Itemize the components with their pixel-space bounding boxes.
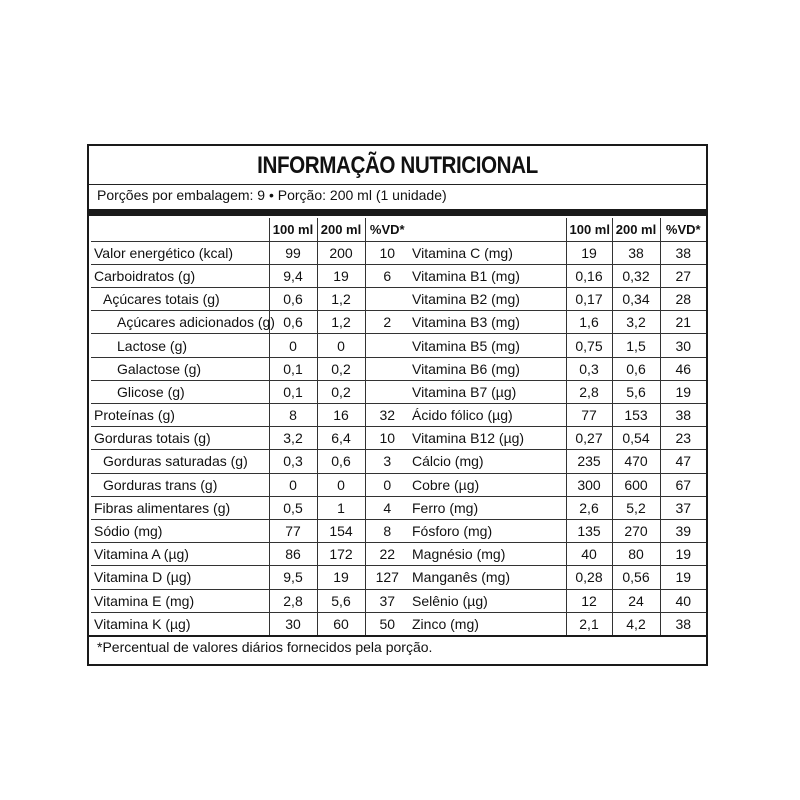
nutrient-name: Açúcares totais (g) bbox=[91, 288, 269, 311]
header-blank bbox=[409, 218, 566, 241]
nutrient-name: Gorduras trans (g) bbox=[91, 473, 269, 496]
nutrient-name: Cobre (µg) bbox=[409, 473, 566, 496]
value-vd: 0 bbox=[365, 473, 409, 496]
value-200ml: 0,2 bbox=[317, 380, 365, 403]
table-row bbox=[409, 473, 706, 496]
header-vd: %VD* bbox=[365, 218, 409, 241]
nutrient-name: Vitamina B7 (µg) bbox=[409, 380, 566, 403]
value-200ml: 0,32 bbox=[612, 264, 660, 287]
label-title: INFORMAÇÃO NUTRICIONAL bbox=[257, 152, 538, 179]
value-vd: 37 bbox=[660, 496, 706, 519]
value-vd: 3 bbox=[365, 450, 409, 473]
header-200ml: 200 ml bbox=[317, 218, 365, 241]
value-200ml: 0,56 bbox=[612, 566, 660, 589]
title-divider bbox=[89, 184, 706, 185]
footnote: *Percentual de valores diários fornecidos pela porção. bbox=[97, 639, 433, 655]
table-row bbox=[409, 288, 706, 311]
nutrition-facts-label bbox=[87, 144, 708, 666]
nutrient-name: Glicose (g) bbox=[91, 380, 269, 403]
value-200ml: 1,2 bbox=[317, 288, 365, 311]
value-200ml: 0 bbox=[317, 334, 365, 357]
nutrient-name: Vitamina K (µg) bbox=[94, 616, 191, 633]
value-100ml: 30 bbox=[269, 612, 317, 635]
nutrient-name: Vitamina C (mg) bbox=[409, 241, 566, 264]
value-vd: 6 bbox=[365, 264, 409, 287]
value-100ml: 77 bbox=[269, 519, 317, 542]
table-row bbox=[91, 357, 409, 380]
value-100ml: 86 bbox=[269, 543, 317, 566]
value-vd: 8 bbox=[365, 519, 409, 542]
table-row bbox=[91, 496, 409, 519]
value-200ml: 19 bbox=[317, 566, 365, 589]
table-header-row bbox=[91, 218, 409, 241]
table-row bbox=[91, 543, 409, 566]
nutrient-name: Açúcares adicionados (g) bbox=[91, 311, 269, 334]
table-row bbox=[409, 496, 706, 519]
value-200ml: 5,6 bbox=[317, 589, 365, 612]
table-row bbox=[409, 589, 706, 612]
nutrient-name: Lactose (g) bbox=[91, 334, 269, 357]
value-100ml: 1,6 bbox=[566, 311, 612, 334]
value-200ml: 200 bbox=[317, 241, 365, 264]
value-200ml: 60 bbox=[317, 612, 365, 635]
value-200ml: 0,6 bbox=[317, 450, 365, 473]
value-200ml: 172 bbox=[317, 543, 365, 566]
value-200ml: 1 bbox=[317, 496, 365, 519]
value-100ml: 0,3 bbox=[269, 450, 317, 473]
nutrient-name: Vitamina B3 (mg) bbox=[409, 311, 566, 334]
value-200ml: 154 bbox=[317, 519, 365, 542]
value-vd: 19 bbox=[660, 566, 706, 589]
value-100ml: 0,75 bbox=[566, 334, 612, 357]
value-vd bbox=[365, 288, 409, 311]
value-vd: 47 bbox=[660, 450, 706, 473]
nutrition-table-left bbox=[91, 218, 409, 635]
nutrient-name: Vitamina A (µg) bbox=[91, 543, 269, 566]
value-vd: 50 bbox=[365, 612, 409, 635]
nutrient-name: Magnésio (mg) bbox=[409, 543, 566, 566]
table-row bbox=[409, 241, 706, 264]
value-100ml: 0,6 bbox=[269, 288, 317, 311]
value-200ml: 470 bbox=[612, 450, 660, 473]
value-100ml: 40 bbox=[566, 543, 612, 566]
value-100ml: 0,16 bbox=[566, 264, 612, 287]
nutrient-name: Selênio (µg) bbox=[409, 589, 566, 612]
nutrient-name: Fósforo (mg) bbox=[409, 519, 566, 542]
value-vd: 21 bbox=[660, 311, 706, 334]
table-row bbox=[91, 311, 409, 334]
nutrient-name: Sódio (mg) bbox=[91, 519, 269, 542]
value-100ml: 9,4 bbox=[269, 264, 317, 287]
nutrient-name: Galactose (g) bbox=[91, 357, 269, 380]
value-vd: 10 bbox=[365, 427, 409, 450]
value-200ml: 600 bbox=[612, 473, 660, 496]
value-100ml: 77 bbox=[566, 404, 612, 427]
portions-info: Porções por embalagem: 9 • Porção: 200 ml (1 unidade) bbox=[97, 187, 447, 203]
value-vd: 4 bbox=[365, 496, 409, 519]
nutrient-name: Vitamina B2 (mg) bbox=[409, 288, 566, 311]
table-row bbox=[409, 404, 706, 427]
table-row bbox=[91, 288, 409, 311]
value-100ml: 0 bbox=[269, 334, 317, 357]
value-200ml: 16 bbox=[317, 404, 365, 427]
value-100ml: 0 bbox=[269, 473, 317, 496]
table-row bbox=[409, 519, 706, 542]
value-vd: 38 bbox=[660, 404, 706, 427]
nutrient-name: Vitamina E (mg) bbox=[91, 589, 269, 612]
value-200ml: 1,2 bbox=[317, 311, 365, 334]
nutrient-name: Valor energético (kcal) bbox=[91, 241, 269, 264]
value-200ml: 0 bbox=[317, 473, 365, 496]
table-row bbox=[91, 334, 409, 357]
value-vd: 39 bbox=[660, 519, 706, 542]
nutrient-name: Manganês (mg) bbox=[409, 566, 566, 589]
value-100ml: 8 bbox=[269, 404, 317, 427]
value-vd: 19 bbox=[660, 380, 706, 403]
header-100ml: 100 ml bbox=[269, 218, 317, 241]
table-row bbox=[409, 264, 706, 287]
value-vd: 38 bbox=[660, 612, 706, 635]
value-100ml: 300 bbox=[566, 473, 612, 496]
nutrient-name: Carboidratos (g) bbox=[91, 264, 269, 287]
nutrient-name: Vitamina B6 (mg) bbox=[409, 357, 566, 380]
nutrient-name: Vitamina B12 (µg) bbox=[409, 427, 566, 450]
value-100ml: 0,1 bbox=[269, 380, 317, 403]
value-200ml: 0,2 bbox=[317, 357, 365, 380]
value-vd: 32 bbox=[365, 404, 409, 427]
table-row bbox=[409, 543, 706, 566]
value-vd: 37 bbox=[365, 589, 409, 612]
value-200ml: 38 bbox=[612, 241, 660, 264]
value-100ml: 19 bbox=[566, 241, 612, 264]
value-200ml: 270 bbox=[612, 519, 660, 542]
table-row bbox=[91, 519, 409, 542]
value-vd: 27 bbox=[660, 264, 706, 287]
value-100ml: 2,8 bbox=[269, 589, 317, 612]
nutrient-name: Vitamina D (µg) bbox=[91, 566, 269, 589]
nutrient-name: Gorduras totais (g) bbox=[91, 427, 269, 450]
value-100ml: 2,8 bbox=[566, 380, 612, 403]
value-200ml: 0,54 bbox=[612, 427, 660, 450]
table-row bbox=[409, 380, 706, 403]
value-vd: 30 bbox=[660, 334, 706, 357]
value-vd: 23 bbox=[660, 427, 706, 450]
table-row bbox=[91, 473, 409, 496]
value-vd: 19 bbox=[660, 543, 706, 566]
value-200ml: 5,6 bbox=[612, 380, 660, 403]
value-200ml: 80 bbox=[612, 543, 660, 566]
table-row bbox=[91, 380, 409, 403]
value-200ml: 4,2 bbox=[612, 612, 660, 635]
value-100ml: 0,28 bbox=[566, 566, 612, 589]
value-vd: 127 bbox=[365, 566, 409, 589]
value-100ml: 2,1 bbox=[566, 612, 612, 635]
table-row bbox=[91, 612, 409, 635]
value-vd bbox=[365, 357, 409, 380]
value-vd: 28 bbox=[660, 288, 706, 311]
table-row bbox=[91, 241, 409, 264]
value-200ml: 6,4 bbox=[317, 427, 365, 450]
value-vd: 67 bbox=[660, 473, 706, 496]
value-100ml: 135 bbox=[566, 519, 612, 542]
table-row bbox=[409, 566, 706, 589]
table-row bbox=[409, 334, 706, 357]
value-vd: 2 bbox=[365, 311, 409, 334]
table-row bbox=[409, 311, 706, 334]
value-vd: 38 bbox=[660, 241, 706, 264]
bottom-divider bbox=[89, 635, 706, 637]
table-header-row bbox=[409, 218, 706, 241]
value-100ml: 0,17 bbox=[566, 288, 612, 311]
value-vd: 46 bbox=[660, 357, 706, 380]
table-row bbox=[409, 612, 706, 635]
thick-divider bbox=[89, 209, 706, 216]
nutrient-name: Gorduras saturadas (g) bbox=[91, 450, 269, 473]
nutrient-name: Ferro (mg) bbox=[409, 496, 566, 519]
table-row bbox=[91, 404, 409, 427]
table-row bbox=[91, 450, 409, 473]
header-vd: %VD* bbox=[660, 218, 706, 241]
nutrient-name: Fibras alimentares (g) bbox=[91, 496, 269, 519]
value-100ml: 12 bbox=[566, 589, 612, 612]
value-vd bbox=[365, 380, 409, 403]
value-100ml: 0,1 bbox=[269, 357, 317, 380]
nutrient-name: Vitamina B1 (mg) bbox=[409, 264, 566, 287]
nutrient-name: Ácido fólico (µg) bbox=[409, 404, 566, 427]
value-vd: 22 bbox=[365, 543, 409, 566]
value-vd: 40 bbox=[660, 589, 706, 612]
value-200ml: 0,6 bbox=[612, 357, 660, 380]
table-row bbox=[91, 264, 409, 287]
table-row bbox=[409, 427, 706, 450]
table-row bbox=[91, 566, 409, 589]
table-row bbox=[409, 357, 706, 380]
nutrient-name: Vitamina B5 (mg) bbox=[409, 334, 566, 357]
header-blank bbox=[91, 218, 269, 241]
value-200ml: 153 bbox=[612, 404, 660, 427]
value-100ml: 0,6 bbox=[269, 311, 317, 334]
value-100ml: 0,3 bbox=[566, 357, 612, 380]
nutrition-table-right bbox=[409, 218, 706, 635]
table-row bbox=[91, 427, 409, 450]
value-200ml: 0,34 bbox=[612, 288, 660, 311]
value-100ml: 9,5 bbox=[269, 566, 317, 589]
value-200ml: 1,5 bbox=[612, 334, 660, 357]
value-vd: 10 bbox=[365, 241, 409, 264]
value-100ml: 2,6 bbox=[566, 496, 612, 519]
table-row bbox=[409, 450, 706, 473]
nutrient-name: Proteínas (g) bbox=[91, 404, 269, 427]
header-200ml: 200 ml bbox=[612, 218, 660, 241]
value-200ml: 24 bbox=[612, 589, 660, 612]
nutrient-name: Cálcio (mg) bbox=[409, 450, 566, 473]
nutrient-name: Zinco (mg) bbox=[412, 616, 479, 633]
value-200ml: 19 bbox=[317, 264, 365, 287]
value-200ml: 5,2 bbox=[612, 496, 660, 519]
value-100ml: 3,2 bbox=[269, 427, 317, 450]
value-100ml: 0,27 bbox=[566, 427, 612, 450]
table-row bbox=[91, 589, 409, 612]
header-100ml: 100 ml bbox=[566, 218, 612, 241]
value-100ml: 99 bbox=[269, 241, 317, 264]
value-200ml: 3,2 bbox=[612, 311, 660, 334]
value-100ml: 0,5 bbox=[269, 496, 317, 519]
value-vd bbox=[365, 334, 409, 357]
value-100ml: 235 bbox=[566, 450, 612, 473]
